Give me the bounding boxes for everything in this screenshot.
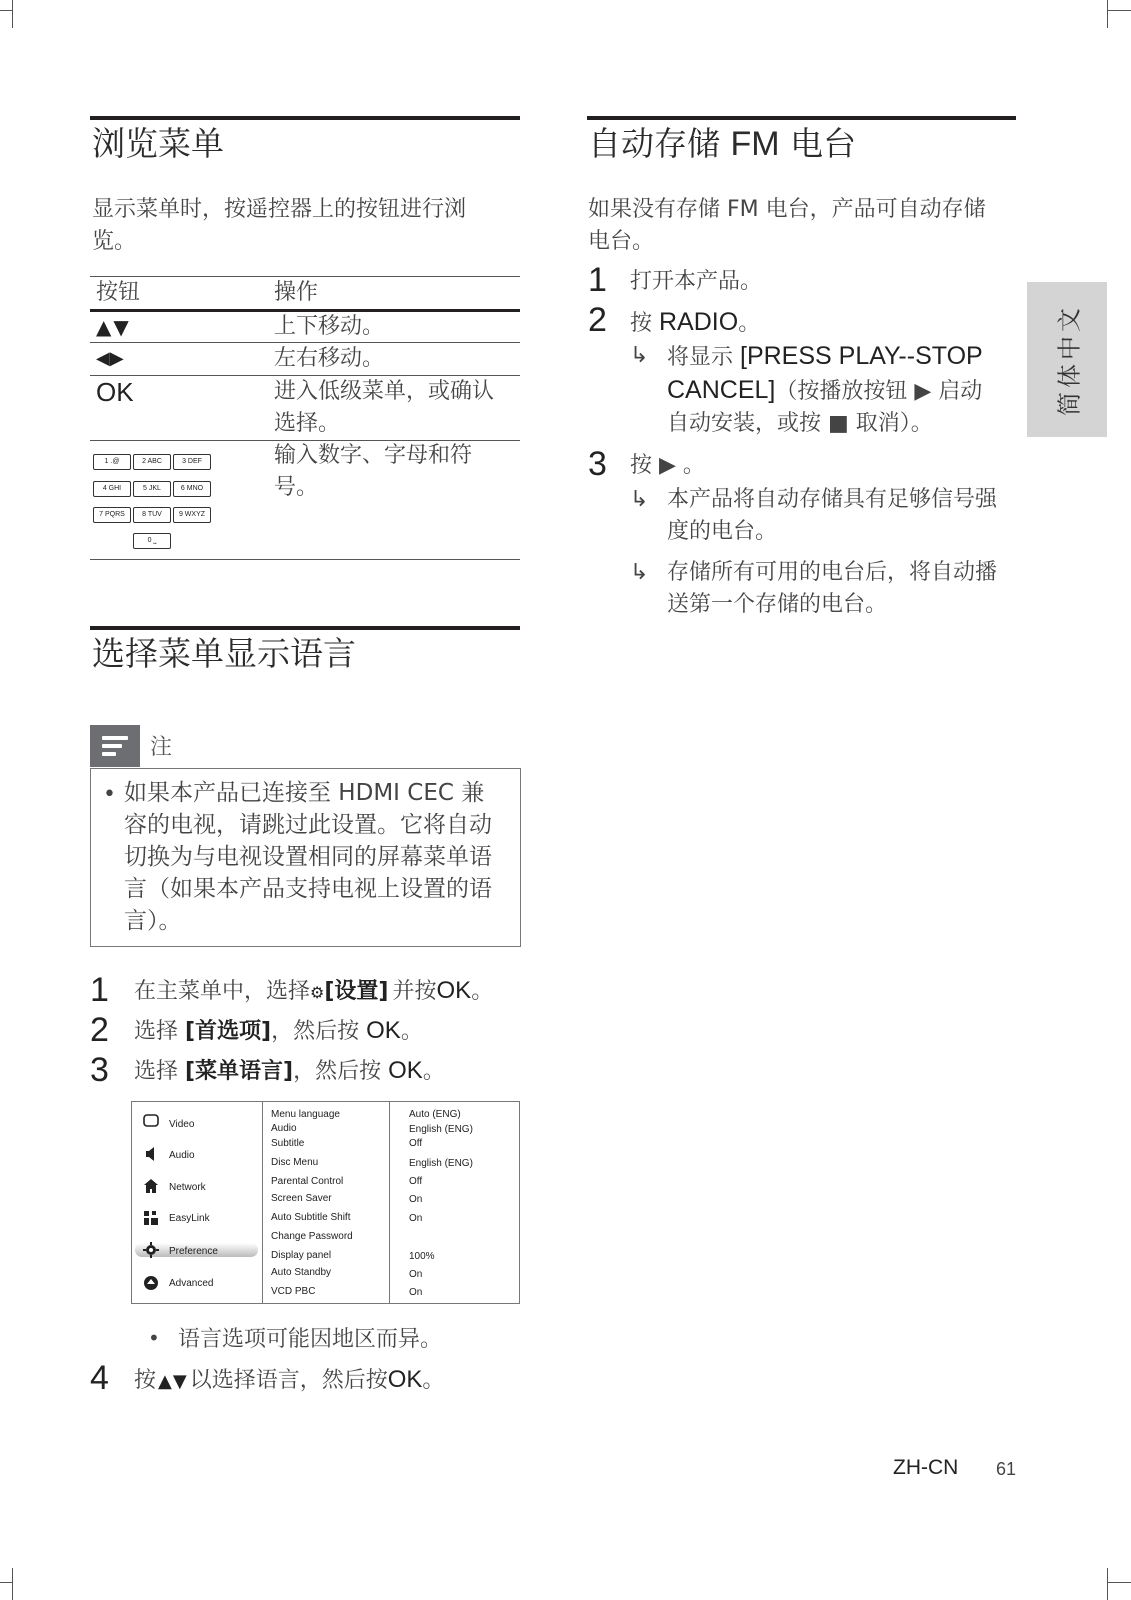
menu-value: On <box>409 1213 423 1224</box>
bullet-dot: • <box>148 1326 160 1350</box>
section-rule <box>587 116 1016 120</box>
result-arrow-icon: ↳ <box>630 487 649 512</box>
step-text: 按 ▶ 。 <box>630 453 705 478</box>
menu-setting: Auto Subtitle Shift <box>271 1212 351 1223</box>
keypad-key-6: 6 MNO <box>173 481 211 497</box>
menu-category: Advanced <box>169 1278 214 1289</box>
up-down-arrows: ▲▼ <box>158 1371 188 1392</box>
menu-setting: Audio <box>271 1123 297 1134</box>
table-action-keypad: 输入数字、字母和符号。 <box>274 443 473 500</box>
gear-icon: ⚙ <box>310 983 325 1002</box>
menu-setting: Disc Menu <box>271 1157 319 1168</box>
step-number: 2 <box>588 301 607 339</box>
ok-key: OK <box>366 1017 401 1044</box>
footer-language-code: ZH-CN <box>893 1456 959 1479</box>
crop-mark <box>1107 10 1131 11</box>
step-text: 在主菜单中，选择⚙[设置] 并按OK。 <box>134 977 494 1004</box>
result-arrow-icon: ↳ <box>630 560 649 585</box>
preference-menu-screenshot <box>131 1101 520 1304</box>
fm-intro: 如果没有存储 FM 电台，产品可自动存储电台。 <box>588 197 986 254</box>
table-key-leftright: ◀▶ <box>96 348 124 369</box>
menu-value: On <box>409 1287 423 1298</box>
step-text: 按 RADIO。 <box>630 308 761 336</box>
table-action-ok: 进入低级菜单，或确认选择。 <box>274 379 495 436</box>
section-rule <box>90 626 520 630</box>
menu-column-divider <box>389 1102 390 1303</box>
step-text: 选择 [菜单语言]，然后按 OK。 <box>134 1057 445 1084</box>
menu-setting: Screen Saver <box>271 1193 332 1204</box>
menu-setting: Auto Standby <box>271 1267 332 1278</box>
crop-mark <box>1107 0 1108 28</box>
step-number: 2 <box>90 1011 109 1049</box>
note-box <box>90 768 521 947</box>
crop-mark <box>12 1568 13 1600</box>
browse-intro: 显示菜单时，按遥控器上的按钮进行浏览。 <box>92 197 467 254</box>
note-text: 如果本产品已连接至 HDMI CEC 兼容的电视，请跳过此设置。它将自动切换为与电视设置相同的屏幕菜单语言（如果本产品支持电视上设置的语言）。 <box>124 780 492 934</box>
keypad-key-2: 2 ABC <box>133 454 171 470</box>
language-bullet: 语言选项可能因地区而异。 <box>178 1327 443 1352</box>
section-title-fm: 自动存储 FM 电台 <box>588 124 857 163</box>
step-number: 3 <box>588 445 607 483</box>
table-key-updown: ▲▼ <box>96 315 131 339</box>
step-number: 3 <box>90 1051 109 1089</box>
table-header-action: 操作 <box>274 280 319 305</box>
ok-key: OK <box>436 977 472 1004</box>
menu-setting: Menu language <box>271 1109 340 1120</box>
table-action-updown: 上下移动。 <box>274 314 385 339</box>
ok-key: OK <box>387 1366 423 1393</box>
table-rule <box>90 559 520 560</box>
menu-category: EasyLink <box>169 1213 210 1224</box>
keypad-key-3: 3 DEF <box>173 454 211 470</box>
network-icon <box>143 1178 159 1194</box>
section-title-language: 选择菜单显示语言 <box>92 634 356 673</box>
step-text: 打开本产品。 <box>630 269 763 294</box>
keypad-key-1: 1 .@ <box>93 454 131 470</box>
keypad-key-9: 9 WXYZ <box>173 507 211 523</box>
menu-category: Video <box>169 1119 195 1130</box>
keypad-key-7: 7 PQRS <box>93 507 131 523</box>
menu-item-menu-language: [菜单语言] <box>185 1059 294 1084</box>
press-play-stop-message: [PRESS PLAY--STOP CANCEL] <box>667 342 983 404</box>
table-action-leftright: 左右移动。 <box>274 346 385 371</box>
ok-key: OK <box>388 1057 423 1084</box>
menu-setting: VCD PBC <box>271 1286 316 1297</box>
menu-value: English (ENG) <box>409 1158 473 1169</box>
menu-category: Audio <box>169 1150 195 1161</box>
menu-column-divider <box>262 1102 263 1303</box>
table-key-ok: OK <box>96 377 134 407</box>
radio-key: RADIO <box>659 308 739 336</box>
menu-item-settings: [设置] <box>324 979 389 1004</box>
note-bullet: • <box>103 782 116 807</box>
video-icon <box>143 1113 159 1129</box>
step-result: 将显示 [PRESS PLAY--STOP CANCEL]（按播放按钮 ▶ 启动自动安装，或按 ■ 取消）。 <box>667 342 983 436</box>
step-text: 选择 [首选项]，然后按 OK。 <box>134 1017 423 1044</box>
step-number: 1 <box>90 971 109 1009</box>
crop-mark <box>0 10 12 11</box>
step-number: 4 <box>90 1359 109 1397</box>
easylink-icon <box>143 1210 159 1226</box>
section-title-browse: 浏览菜单 <box>92 124 224 163</box>
step-result: 存储所有可用的电台后，将自动播送第一个存储的电台。 <box>667 560 998 617</box>
language-side-tab: 简体中文 <box>1027 282 1107 437</box>
result-arrow-icon: ↳ <box>630 343 649 368</box>
menu-category: Preference <box>169 1246 218 1257</box>
keypad-key-4: 4 GHI <box>93 481 131 497</box>
gear-icon <box>143 1242 159 1258</box>
crop-mark <box>0 1582 12 1583</box>
keypad-key-0: 0 ⎵ <box>133 533 171 549</box>
menu-setting: Display panel <box>271 1250 332 1261</box>
keypad-key-8: 8 TUV <box>133 507 171 523</box>
menu-value: On <box>409 1269 423 1280</box>
crop-mark <box>1107 1582 1131 1583</box>
menu-value: On <box>409 1194 423 1205</box>
menu-value: 100% <box>409 1251 435 1262</box>
menu-setting: Parental Control <box>271 1176 344 1187</box>
speaker-icon <box>143 1146 159 1162</box>
menu-value: Off <box>409 1176 423 1187</box>
menu-value: Off <box>409 1138 423 1149</box>
advanced-icon <box>143 1275 159 1291</box>
menu-value: English (ENG) <box>409 1124 473 1135</box>
menu-item-preference: [首选项] <box>185 1019 272 1044</box>
menu-setting: Change Password <box>271 1231 353 1242</box>
menu-category: Network <box>169 1182 206 1193</box>
numeric-keypad <box>92 452 216 552</box>
note-icon <box>90 725 140 767</box>
step-text: 按 ▲▼以选择语言，然后按OK。 <box>134 1366 445 1393</box>
step-number: 1 <box>588 261 607 299</box>
keypad-key-5: 5 JKL <box>133 481 171 497</box>
menu-value: Auto (ENG) <box>409 1109 461 1120</box>
step-result: 本产品将自动存储具有足够信号强度的电台。 <box>667 487 998 544</box>
note-label: 注 <box>150 735 173 760</box>
menu-setting: Subtitle <box>271 1138 305 1149</box>
crop-mark <box>12 0 13 28</box>
section-rule <box>90 116 520 120</box>
crop-mark <box>1107 1568 1108 1600</box>
table-header-button: 按钮 <box>96 280 141 305</box>
footer-page-number: 61 <box>996 1459 1017 1479</box>
